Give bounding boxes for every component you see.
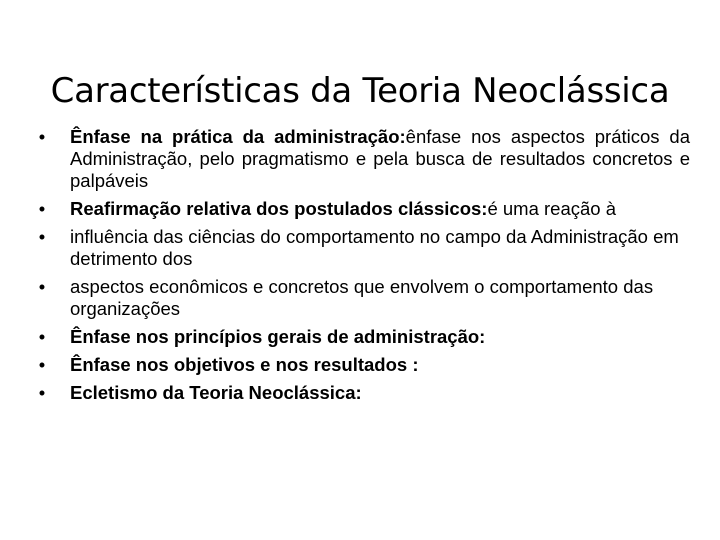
bullet-item <box>30 382 690 404</box>
bullet-text: ênfase nos aspectos práticos da Administração, pelo pragmatismo e pela busca de resultados concretos e palpáveis <box>70 126 690 191</box>
bullet-marker: • <box>38 382 46 403</box>
bullet-bold-text: Ecletismo da Teoria Neoclássica: <box>70 382 362 403</box>
bullet-marker: • <box>38 198 46 219</box>
bullet-item <box>30 226 690 270</box>
bullet-bold-text: Ênfase nos objetivos e nos resultados : <box>70 354 419 375</box>
bullet-item <box>30 276 690 320</box>
bullet-item <box>30 326 690 348</box>
bullet-marker: • <box>38 354 46 375</box>
bullet-bold-text: Ênfase nos princípios gerais de administração: <box>70 326 486 347</box>
bullet-text: aspectos econômicos e concretos que envolvem o comportamento das organizações <box>70 276 654 319</box>
bullet-text: influência das ciências do comportamento no campo da Administração em detrimento dos <box>70 226 679 269</box>
bullet-bold-text: Reafirmação relativa dos postulados clássicos: <box>70 198 488 219</box>
bullet-bold-text: Ênfase na prática da administração: <box>70 126 406 147</box>
bullet-item <box>30 126 690 192</box>
bullet-list <box>30 126 690 410</box>
bullet-marker: • <box>38 226 46 247</box>
bullet-text: é uma reação à <box>487 198 617 219</box>
slide-title: Características da Teoria Neoclássica <box>50 70 670 111</box>
bullet-item <box>30 354 690 376</box>
bullet-item <box>30 198 690 220</box>
bullet-marker: • <box>38 276 46 297</box>
bullet-marker: • <box>38 126 46 147</box>
bullet-marker: • <box>38 326 46 347</box>
